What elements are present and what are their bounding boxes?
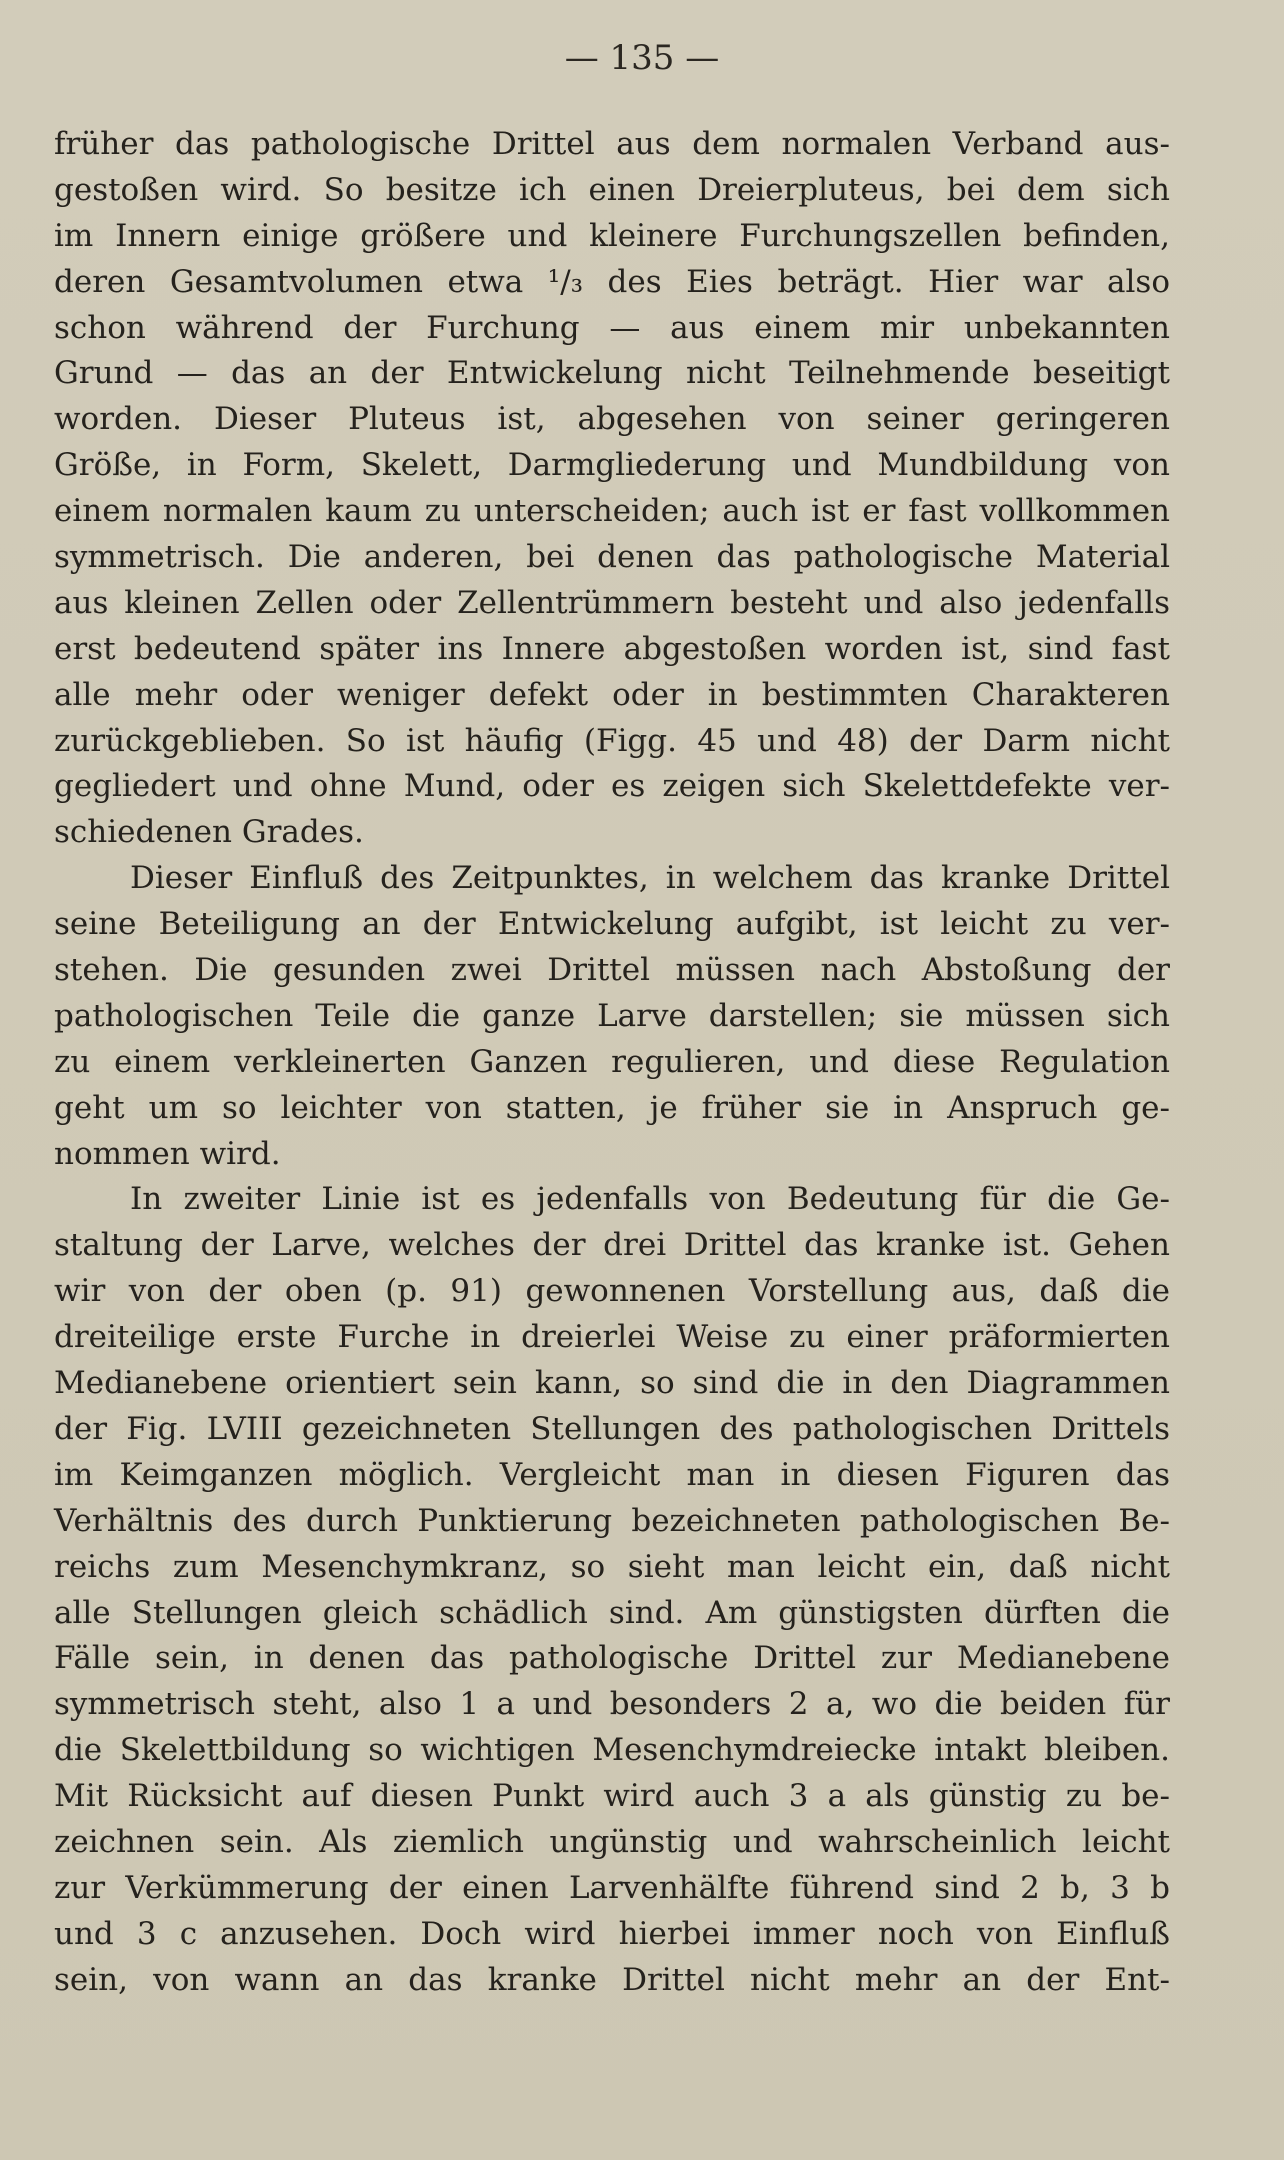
page-number: — 135 —	[564, 38, 720, 78]
text-line: schon während der Furchung — aus einem mir unbekannten	[54, 309, 1170, 346]
text-line: alle mehr oder weniger defekt oder in bestimmten Charakteren	[54, 676, 1170, 713]
text-line: erst bedeutend später ins Innere abgestoßen worden ist, sind fast	[54, 630, 1170, 667]
text-line: und 3 c anzusehen. Doch wird hierbei immer noch von Einfluß	[54, 1915, 1170, 1952]
text-line: im Innern einige größere und kleinere Furchungszellen befinden,	[54, 217, 1170, 254]
text-line: symmetrisch steht, also 1 a und besonders 2 a, wo die beiden für	[54, 1686, 1170, 1723]
text-line: aus kleinen Zellen oder Zellentrümmern besteht und also jedenfalls	[54, 584, 1170, 621]
text-line: einem normalen kaum zu unterscheiden; auch ist er fast vollkommen	[54, 493, 1170, 530]
body-text	[54, 122, 1170, 2004]
text-line: zurückgeblieben. So ist häufig (Figg. 45 und 48) der Darm nicht	[54, 722, 1170, 759]
text-line: gegliedert und ohne Mund, oder es zeigen sich Skelettdefekte ver-	[54, 768, 1170, 805]
text-line: worden. Dieser Pluteus ist, abgesehen von seiner geringeren	[54, 401, 1170, 438]
text-line: wir von der oben (p. 91) gewonnenen Vorstellung aus, daß die	[54, 1273, 1170, 1310]
text-line: Mit Rücksicht auf diesen Punkt wird auch 3 a als günstig zu be-	[54, 1778, 1170, 1815]
text-line: Verhältnis des durch Punktierung bezeichneten pathologischen Be-	[54, 1502, 1170, 1539]
text-line: alle Stellungen gleich schädlich sind. Am günstigsten dürften die	[54, 1594, 1170, 1631]
text-line: schiedenen Grades.	[54, 814, 364, 851]
text-line: nommen wird.	[54, 1135, 281, 1172]
text-line: zu einem verkleinerten Ganzen regulieren, und diese Regulation	[54, 1043, 1170, 1080]
text-line: deren Gesamtvolumen etwa ¹/₃ des Eies beträgt. Hier war also	[54, 263, 1170, 300]
text-line: Fälle sein, in denen das pathologische Drittel zur Medianebene	[54, 1640, 1170, 1677]
text-line: im Keimganzen möglich. Vergleicht man in diesen Figuren das	[54, 1456, 1170, 1493]
text-line: stehen. Die gesunden zwei Drittel müssen nach Abstoßung der	[54, 952, 1170, 989]
text-line: die Skelettbildung so wichtigen Mesenchymdreiecke intakt bleiben.	[54, 1732, 1170, 1769]
text-line: früher das pathologische Drittel aus dem normalen Verband aus-	[54, 126, 1170, 162]
text-line: In zweiter Linie ist es jedenfalls von Bedeutung für die Ge-	[130, 1181, 1170, 1218]
text-line: reichs zum Mesenchymkranz, so sieht man leicht ein, daß nicht	[54, 1548, 1170, 1585]
text-line: zeichnen sein. Als ziemlich ungünstig und wahrscheinlich leicht	[54, 1823, 1170, 1860]
text-line: gestoßen wird. So besitze ich einen Dreierpluteus, bei dem sich	[54, 171, 1170, 208]
text-line: zur Verkümmerung der einen Larvenhälfte führend sind 2 b, 3 b	[54, 1869, 1170, 1906]
text-line: Medianebene orientiert sein kann, so sind die in den Diagrammen	[54, 1365, 1170, 1402]
text-line: symmetrisch. Die anderen, bei denen das pathologische Material	[54, 539, 1170, 576]
text-line: dreiteilige erste Furche in dreierlei Weise zu einer präformierten	[54, 1319, 1170, 1356]
text-line: seine Beteiligung an der Entwickelung aufgibt, ist leicht zu ver-	[54, 906, 1170, 943]
text-line: pathologischen Teile die ganze Larve darstellen; sie müssen sich	[54, 997, 1170, 1034]
text-line: Grund — das an der Entwickelung nicht Teilnehmende beseitigt	[54, 355, 1170, 392]
text-line: der Fig. LVIII gezeichneten Stellungen des pathologischen Drittels	[54, 1410, 1170, 1447]
text-line: Dieser Einfluß des Zeitpunktes, in welchem das kranke Drittel	[130, 860, 1170, 897]
text-line: Größe, in Form, Skelett, Darmgliederung und Mundbildung von	[54, 447, 1170, 484]
text-line: staltung der Larve, welches der drei Drittel das kranke ist. Gehen	[54, 1227, 1170, 1264]
text-line: geht um so leichter von statten, je früher sie in Anspruch ge-	[54, 1089, 1170, 1126]
text-line: sein, von wann an das kranke Drittel nicht mehr an der Ent-	[54, 1961, 1170, 1998]
